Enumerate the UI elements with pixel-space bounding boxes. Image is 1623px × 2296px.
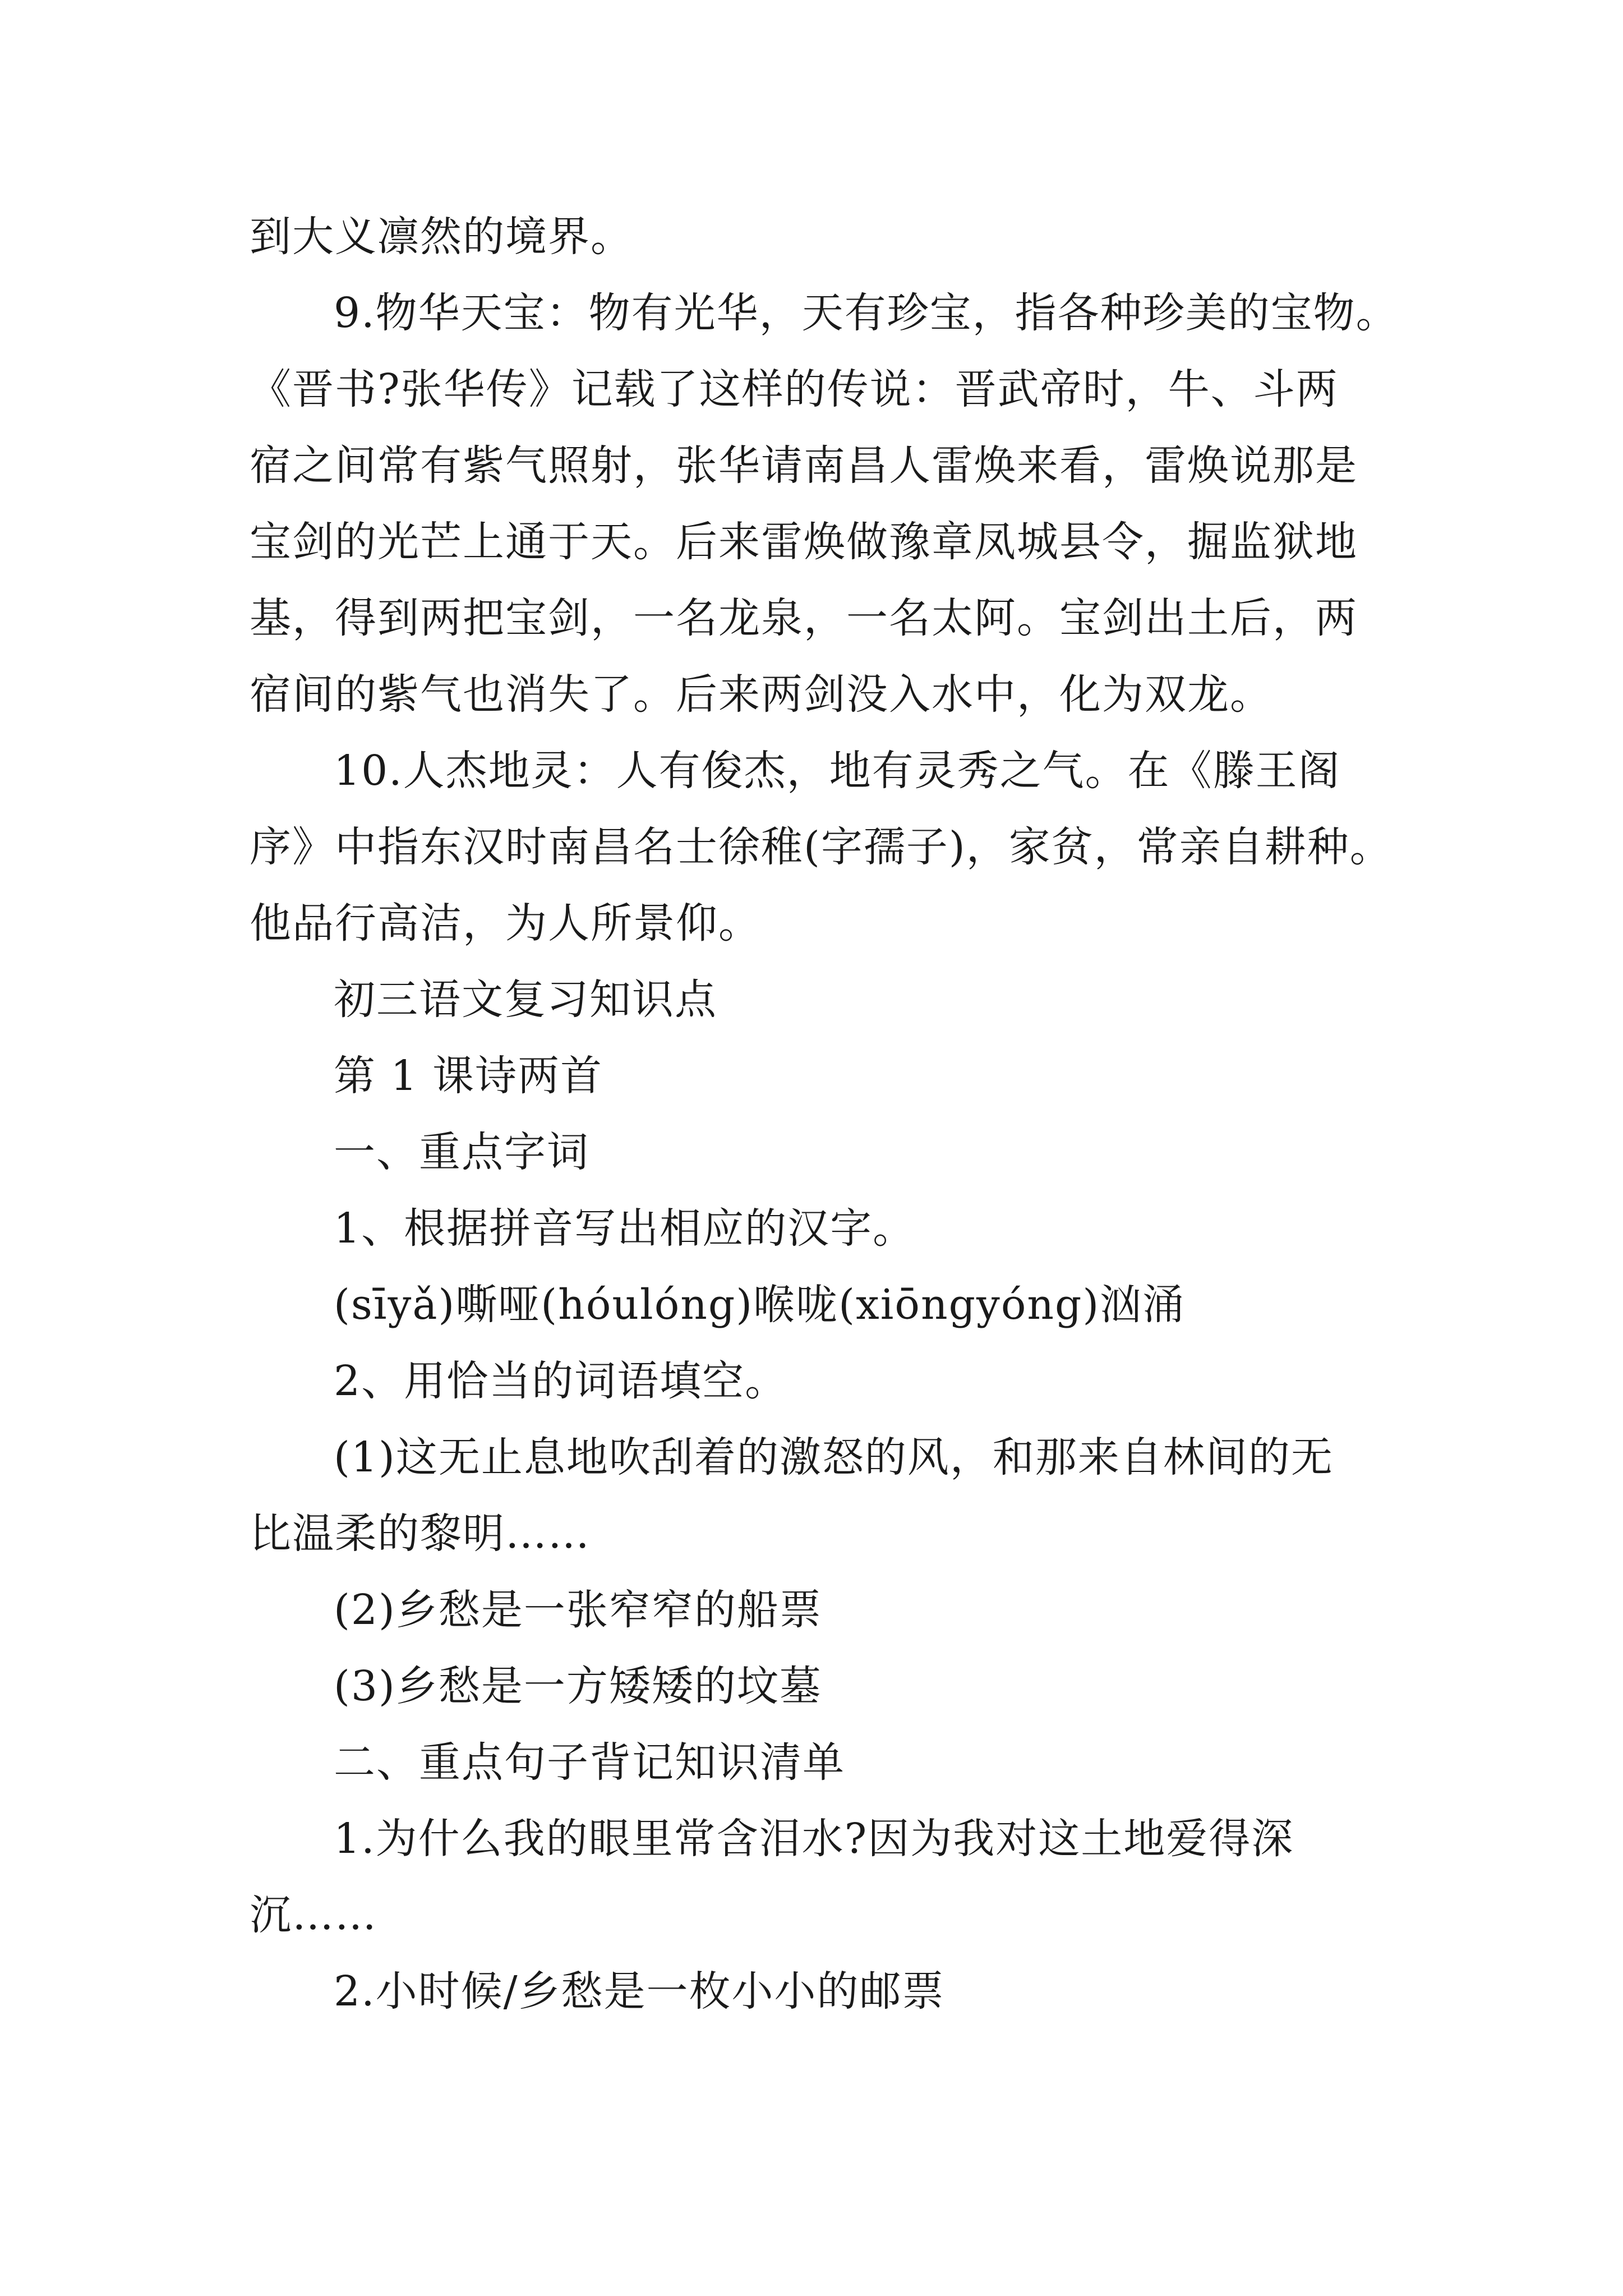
text-line-10: 他品行高洁，为人所景仰。 [250, 899, 761, 947]
section-title: 初三语文复习知识点 [334, 976, 717, 1024]
text-line-17: (1)这无止息地吹刮着的激怒的风，和那来自林间的无 [334, 1433, 1334, 1481]
text-line-24: 2.小时候/乡愁是一枚小小的邮票 [334, 1967, 945, 2016]
subsection-heading-2: 二、重点句子背记知识清单 [334, 1738, 845, 1787]
text-line-5: 宝剑的光芒上通于天。后来雷焕做豫章凤城县令，掘监狱地 [250, 518, 1358, 566]
lesson-title: 第 1 课诗两首 [334, 1052, 603, 1100]
text-line-16: 2、用恰当的词语填空。 [334, 1357, 788, 1405]
text-line-20: (3)乡愁是一方矮矮的坟墓 [334, 1662, 822, 1710]
text-line-18: 比温柔的黎明…… [250, 1510, 591, 1558]
subsection-heading: 一、重点字词 [334, 1128, 589, 1176]
text-line-8: 10.人杰地灵：人有俊杰，地有灵秀之气。在《滕王阁 [334, 747, 1341, 795]
text-line-7: 宿间的紫气也消失了。后来两剑没入水中，化为双龙。 [250, 670, 1272, 719]
text-line-2: 9.物华天宝：物有光华，天有珍宝，指各种珍美的宝物。 [334, 289, 1399, 337]
text-line-6: 基，得到两把宝剑，一名龙泉，一名太阿。宝剑出土后，两 [250, 594, 1358, 642]
text-line-23: 沉…… [250, 1891, 377, 1939]
text-line-19: (2)乡愁是一张窄窄的船票 [334, 1586, 822, 1634]
text-line-3: 《晋书?张华传》记载了这样的传说：晋武帝时，牛、斗两 [250, 365, 1339, 413]
text-line-1: 到大义凛然的境界。 [250, 213, 633, 261]
text-line-22: 1.为什么我的眼里常含泪水?因为我对这土地爱得深 [334, 1815, 1294, 1863]
text-line-4: 宿之间常有紫气照射，张华请南昌人雷焕来看，雷焕说那是 [250, 441, 1358, 490]
text-line-9: 序》中指东汉时南昌名士徐稚(字孺子)，家贫，常亲自耕种。 [250, 823, 1393, 871]
text-line-14: 1、根据拼音写出相应的汉字。 [334, 1204, 916, 1253]
pinyin-line: (sīyǎ)嘶哑(hóulóng)喉咙(xiōngyóng)汹涌 [334, 1281, 1186, 1329]
